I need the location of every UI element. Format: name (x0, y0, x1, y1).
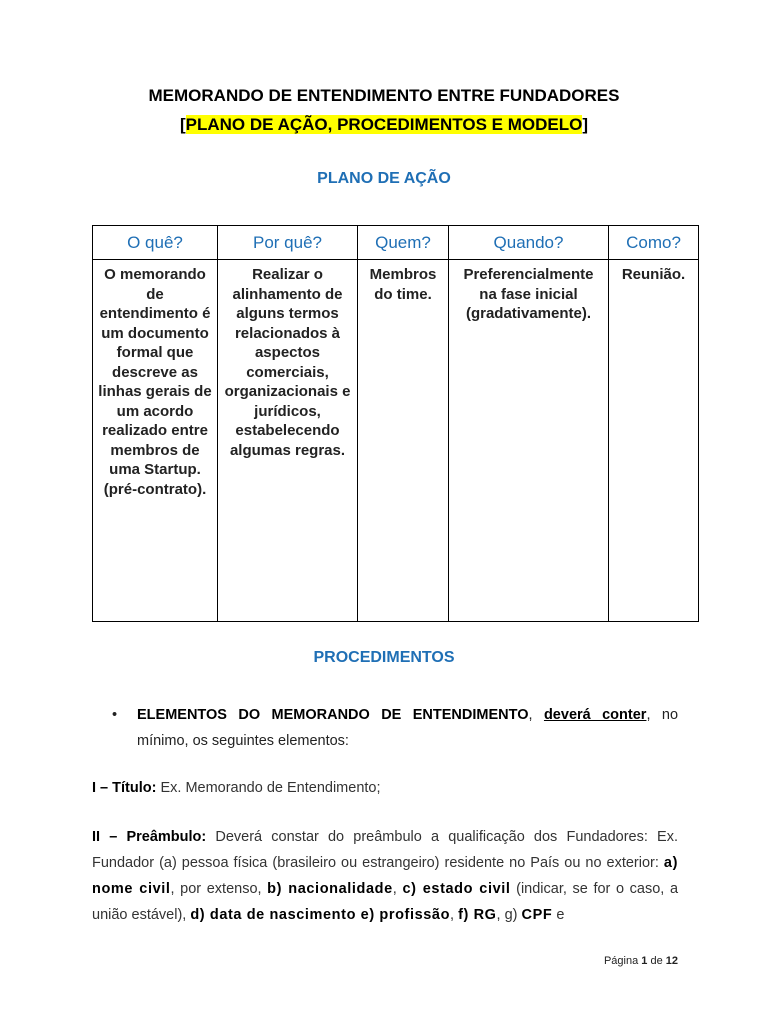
column-header-when: Quando? (449, 226, 609, 260)
bracket-open: [ (179, 115, 186, 134)
table-row (93, 260, 699, 622)
cell-what: O memorando de entendimento é um documento formal que descreve as linhas gerais de um acordo realizado entre membros de uma Startup. (pré-contrato). (93, 260, 218, 622)
item-label-preambulo: II – Preâmbulo: (92, 829, 207, 845)
section-heading-procedimentos: PROCEDIMENTOS (313, 649, 455, 666)
item-text-titulo: Ex. Memorando de Entendimento; (156, 780, 381, 796)
item-label-titulo: I – Título: (92, 780, 157, 796)
field-nome-civil: a) nome civil (92, 855, 678, 897)
footer-separator: de (647, 955, 666, 967)
column-header-who: Quem? (358, 226, 449, 260)
paragraph-titulo (92, 775, 678, 801)
preambulo-text-1: Deverá constar do preâmbulo a qualificação dos Fundadores: Ex. Fundador (a) pessoa física (brasileiro ou estrangeiro) residente no País ou no exterior: (92, 829, 678, 871)
field-cpf: CPF (521, 907, 553, 923)
bullet-bold-text: ELEMENTOS DO MEMORANDO DE ENTENDIMENTO (137, 707, 529, 723)
current-page-number: 1 (641, 955, 648, 967)
bullet-dot-icon: • (112, 707, 118, 723)
highlighted-subtitle: PLANO DE AÇÃO, PROCEDIMENTOS E MODELO (185, 115, 583, 134)
column-header-why: Por quê? (218, 226, 358, 260)
bullet-item (112, 702, 678, 754)
bracket-close: ] (582, 115, 589, 134)
total-pages: 12 (665, 955, 678, 967)
cell-why: Realizar o alinhamento de alguns termos relacionados à aspectos comerciais, organizacionais e jurídicos, estabelecendo algumas regras. (218, 260, 358, 622)
field-estado-civil: c) estado civil (402, 881, 511, 897)
preambulo-text-4: (indicar, se for o caso, a união estável), (92, 881, 679, 923)
field-nascimento-profissao: d) data de nascimento e) profissão (190, 907, 451, 923)
cell-who: Membros do time. (358, 260, 449, 622)
preambulo-text-3: , (392, 881, 403, 897)
preambulo-text-7: e (552, 907, 565, 923)
section-heading-plano: PLANO DE AÇÃO (317, 170, 451, 187)
document-title: MEMORANDO DE ENTENDIMENTO ENTRE FUNDADORES (148, 86, 620, 105)
action-plan-table (92, 225, 699, 622)
bullet-underlined-text: deverá conter (543, 707, 647, 723)
document-subtitle (0, 115, 768, 135)
field-nacionalidade: b) nacionalidade (267, 881, 393, 897)
table-header-row (93, 226, 699, 260)
field-rg: f) RG (458, 907, 497, 923)
preambulo-text-2: , por extenso, (170, 881, 268, 897)
footer-prefix: Página (603, 955, 642, 967)
preambulo-text-5: , (450, 907, 459, 923)
cell-how: Reunião. (609, 260, 699, 622)
preambulo-text-6: , g) (496, 907, 522, 923)
column-header-how: Como? (609, 226, 699, 260)
cell-when: Preferencialmente na fase inicial (gradativamente). (449, 260, 609, 622)
bullet-rest-text: , no mínimo, os seguintes elementos: (137, 707, 679, 749)
page-footer (560, 955, 678, 967)
paragraph-preambulo (92, 824, 678, 928)
column-header-what: O quê? (93, 226, 218, 260)
bullet-separator: , (528, 707, 544, 723)
